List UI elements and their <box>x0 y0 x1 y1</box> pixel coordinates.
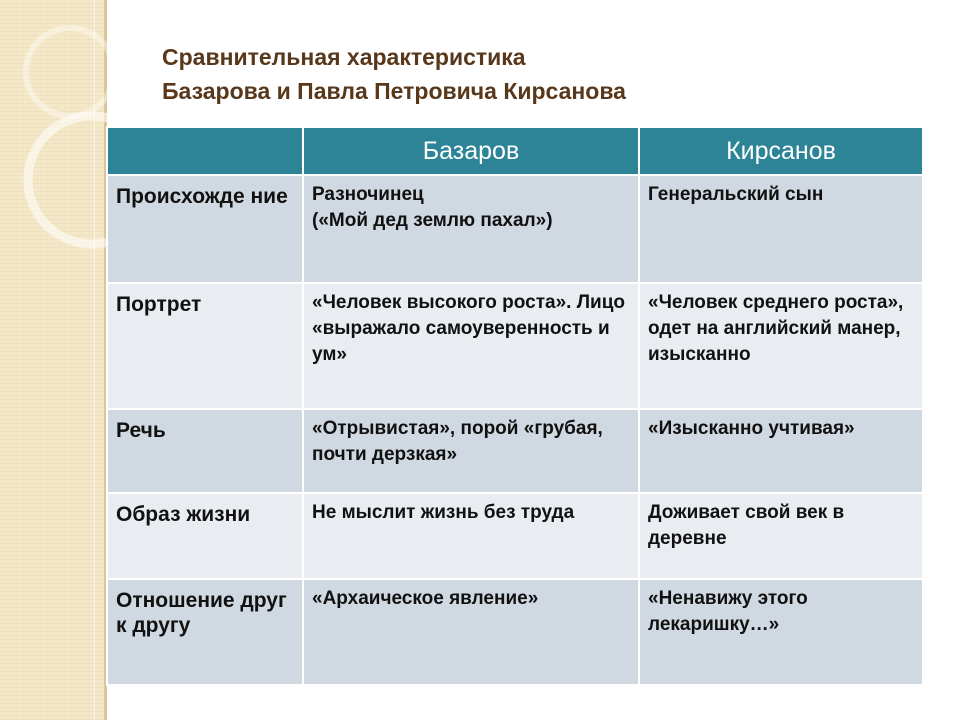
title-line-1: Сравнительная характеристика <box>162 44 526 70</box>
row-label: Речь <box>107 409 303 493</box>
table-row-portrait <box>107 283 923 409</box>
header-bazarov: Базаров <box>303 127 639 175</box>
page-title <box>162 40 626 108</box>
table-row-origin <box>107 175 923 283</box>
row-label: Образ жизни <box>107 493 303 579</box>
cell-line: («Мой дед землю пахал») <box>312 210 553 231</box>
decorative-side-panel <box>0 0 104 720</box>
cell-bazarov <box>303 175 639 283</box>
cell-bazarov <box>303 493 639 579</box>
cell-line: «Ненавижу этого лекаришку…» <box>648 588 808 635</box>
cell-kirsanov <box>639 283 923 409</box>
cell-bazarov <box>303 283 639 409</box>
cell-line: Не мыслит жизнь без труда <box>312 502 575 523</box>
cell-line: «Человек высокого роста». Лицо «выражало самоуверенность и ум» <box>312 292 626 365</box>
header-kirsanov: Кирсанов <box>639 127 923 175</box>
cell-kirsanov <box>639 409 923 493</box>
row-label <box>107 579 303 685</box>
table-row-speech <box>107 409 923 493</box>
row-label: Портрет <box>107 283 303 409</box>
cell-kirsanov <box>639 175 923 283</box>
row-label-line: к другу <box>116 614 191 637</box>
cell-line: Разночинец <box>312 184 424 205</box>
cell-line: «Человек среднего роста», одет на английский манер, изысканно <box>648 292 904 365</box>
cell-line: «Изысканно учтивая» <box>648 418 855 439</box>
cell-bazarov <box>303 579 639 685</box>
row-label-line: Отношение друг <box>116 589 287 612</box>
cell-line: Доживает свой век в деревне <box>648 502 845 549</box>
table-header-row <box>107 127 923 175</box>
cell-line: Генеральский сын <box>648 184 824 205</box>
comparison-table <box>106 126 924 686</box>
table-row-attitude <box>107 579 923 685</box>
header-corner-cell <box>107 127 303 175</box>
cell-kirsanov <box>639 579 923 685</box>
table-row-lifestyle <box>107 493 923 579</box>
cell-bazarov <box>303 409 639 493</box>
side-panel-highlight <box>94 0 95 720</box>
row-label: Происхожде ние <box>107 175 303 283</box>
title-line-2: Базарова и Павла Петровича Кирсанова <box>162 78 626 104</box>
cell-kirsanov <box>639 493 923 579</box>
cell-line: «Архаическое явление» <box>312 588 539 609</box>
cell-line: «Отрывистая», порой «грубая, почти дерзкая» <box>312 418 603 465</box>
